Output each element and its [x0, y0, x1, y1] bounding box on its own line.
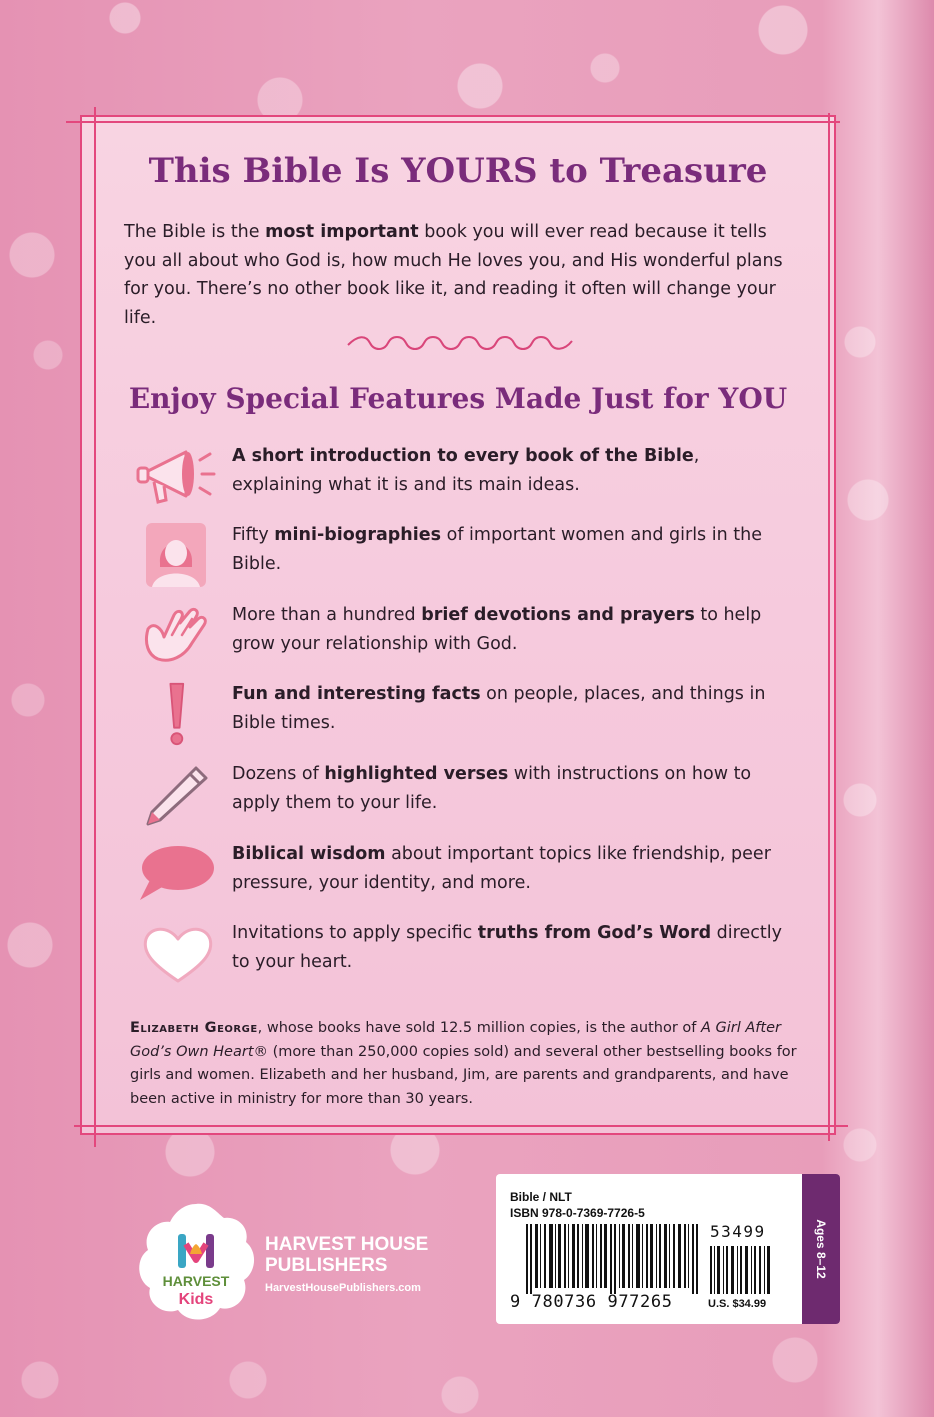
feature-text: Fun and interesting facts on people, places, and things in Bible times. — [232, 684, 766, 733]
feature-text: More than a hundred brief devotions and prayers to help grow your relationship with God. — [232, 605, 762, 654]
exclamation-icon — [134, 682, 216, 746]
isbn-text: ISBN 978-0-7369-7726-5 — [510, 1206, 645, 1220]
heart-icon — [134, 921, 216, 985]
age-band — [802, 1174, 840, 1324]
publisher-url: HarvestHousePublishers.com — [265, 1282, 421, 1294]
feature-text: Dozens of highlighted verses with instructions on how to apply them to your life. — [232, 764, 752, 813]
page-title: This Bible Is YOURS to Treasure — [148, 151, 768, 191]
frame-line — [828, 113, 830, 1141]
feature-item — [134, 842, 794, 906]
feature-item — [134, 921, 794, 985]
feature-item — [134, 762, 794, 826]
feature-item — [134, 682, 794, 746]
content-panel — [80, 115, 836, 1135]
harvest-kids-logo — [132, 1198, 260, 1326]
feature-text: A short introduction to every book of the Bible, explaining what it is and its main ideas. — [232, 446, 700, 495]
logo-text-harvest: HARVEST — [162, 1273, 230, 1289]
feature-text: Biblical wisdom about important topics like friendship, peer pressure, your identity, and more. — [232, 844, 771, 893]
feature-item — [134, 523, 794, 587]
author-name: Elizabeth George — [130, 1020, 258, 1036]
publisher-block — [265, 1234, 428, 1294]
publisher-name: HARVEST HOUSE PUBLISHERS — [265, 1234, 429, 1276]
ean-digits: 9 780736 977265 — [510, 1292, 673, 1312]
feature-item — [134, 603, 794, 667]
barcode-label — [496, 1174, 840, 1324]
addon-digits: 53499 — [710, 1222, 766, 1241]
feature-item — [134, 444, 794, 508]
age-label: Ages 8–12 — [814, 1219, 828, 1279]
intro-paragraph — [124, 218, 804, 332]
price-text: U.S. $34.99 — [708, 1298, 767, 1310]
logo-text-kids: Kids — [178, 1291, 214, 1308]
book-title: A Girl After God’s Own Heart — [130, 1020, 781, 1060]
intro-text: book you will ever read because it tells you all about who God is, how much He loves you, and His wonderful plans for you. There’s no other book like it, and reading it often will change your life. — [124, 222, 783, 328]
intro-text: The Bible is the — [124, 222, 266, 242]
frame-line — [74, 1125, 848, 1127]
woman-portrait-icon — [134, 523, 216, 587]
author-bio: Elizabeth George, whose books have sold 12.5 million copies, is the author of A Girl After God’s Own Heart® (more than 250,000 copies sold) and several other bestselling books for girls and women. Elizabeth and her husband, Jim, are parents and grandparents, and have been active in ministry for more than 30 years. — [130, 1020, 797, 1107]
category-text: Bible / NLT — [510, 1190, 572, 1204]
feature-text: Invitations to apply specific truths from God’s Word directly to your heart. — [232, 923, 782, 972]
pencil-icon — [134, 762, 216, 826]
features-heading: Enjoy Special Features Made Just for YOU — [128, 382, 788, 415]
megaphone-icon — [134, 444, 216, 508]
intro-bold-text: most important — [265, 222, 419, 242]
feature-text: Fifty mini-biographies of important women and girls in the Bible. — [232, 525, 762, 574]
praying-hand-icon — [134, 603, 216, 667]
speech-bubble-icon — [134, 842, 216, 906]
swirl-divider-icon — [344, 333, 576, 355]
